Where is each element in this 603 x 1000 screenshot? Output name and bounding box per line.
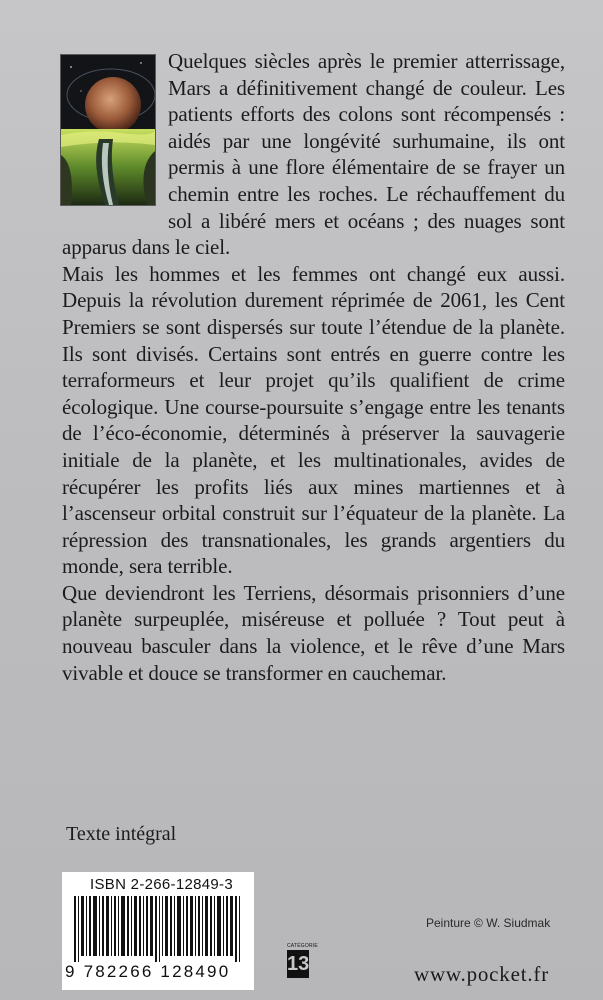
publisher-website[interactable]: www.pocket.fr <box>414 962 549 986</box>
isbn-number: ISBN 2-266-12849-3 <box>90 876 233 893</box>
barcode-panel <box>62 872 254 990</box>
category-logo <box>287 943 318 978</box>
category-label: CATÉGORIE <box>287 943 318 949</box>
cover-credit: Peinture © W. Siudmak <box>426 916 551 930</box>
synopsis <box>62 48 565 686</box>
synopsis-paragraph: Mais les hommes et les femmes ont changé eux aussi. Depuis la révolution durement réprimée de 2061, les Cent Premiers se sont dispersés sur toute l’étendue de la planète. Ils sont divisés. Certains sont entrés en guerre contre les terraformeurs et leur projet qu’ils qualifient de crime écologique. Une course-poursuite s’engage entre les tenants de l’éco-économie, déterminés à préserver la sauvagerie initiale de la planète, et les multinationales, avides de récupérer les profits liés aux mines martiennes et à l’ascenseur orbital construit sur l’équateur de la planète. La répression des transnationales, les grands argentiers du monde, sera terrible. <box>62 261 565 579</box>
barcode-graphic <box>64 896 252 962</box>
synopsis-paragraph: Que deviendront les Terriens, désormais prisonniers d’une planète surpeuplée, miséreuse et polluée ? Tout peut à nouveau basculer dans la violence, et le rêve d’une Mars vivable et douce se transformer en cauchemar. <box>62 580 565 685</box>
category-number: 13 <box>287 950 309 978</box>
illustration-spacer <box>62 48 168 208</box>
ean-digits: 9 782266 128490 <box>65 962 231 981</box>
integral-text-label: Texte intégral <box>66 823 177 845</box>
synopsis-paragraph: Quelques siècles après le premier atterrissage, Mars a définitivement changé de couleur. Les patients efforts des colons sont récompensés : aidés par une longévité surhumaine, ils ont permis à une flore élémentaire de se frayer un chemin entre les roches. Le réchauffement du sol a libéré mers et océans ; des nuages sont apparus dans le ciel. <box>62 49 565 260</box>
